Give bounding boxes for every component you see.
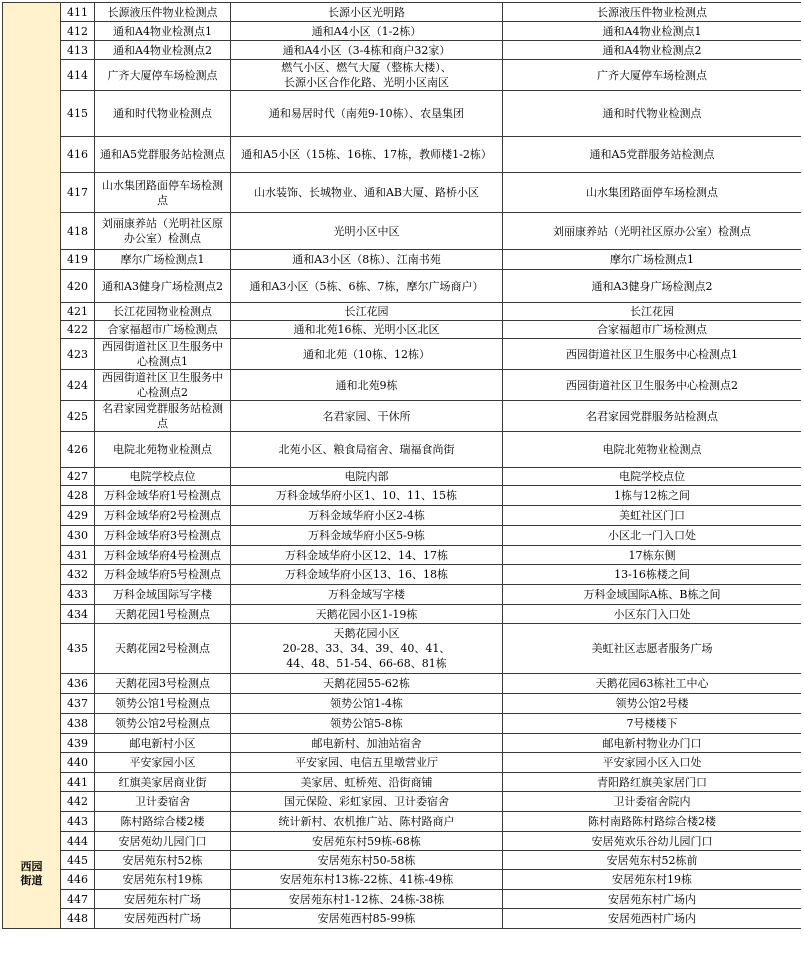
table-row (3, 734, 802, 753)
covered-area: 平安家园、电信五里墩营业厅 (231, 753, 503, 773)
row-number: 448 (61, 909, 95, 929)
row-number: 444 (61, 832, 95, 851)
testing-point-name: 合家福超市广场检测点 (95, 321, 231, 339)
covered-area: 领势公馆1-4栋 (231, 694, 503, 714)
row-number: 434 (61, 605, 95, 624)
covered-area: 万科金域华府小区2-4栋 (231, 506, 503, 526)
table-row (3, 270, 802, 303)
testing-location: 通和A3健身广场检测点2 (503, 270, 802, 303)
testing-point-name: 安居苑西村广场 (95, 909, 231, 929)
table-row (3, 486, 802, 506)
testing-point-name: 山水集团路面停车场检测点 (95, 173, 231, 213)
table-row (3, 468, 802, 486)
covered-area: 安居苑西村85-99栋 (231, 909, 503, 929)
table-row (3, 546, 802, 565)
covered-area: 安居苑东村1-12栋、24栋-38栋 (231, 890, 503, 909)
testing-point-name: 安居苑东村19栋 (95, 870, 231, 890)
row-number: 411 (61, 3, 95, 22)
testing-location: 领势公馆2号楼 (503, 694, 802, 714)
covered-area: 安居苑东村59栋-68栋 (231, 832, 503, 851)
testing-location: 通和时代物业检测点 (503, 91, 802, 137)
row-number: 435 (61, 624, 95, 674)
covered-area: 安居苑东村50-58栋 (231, 851, 503, 870)
covered-area: 通和易居时代（南苑9-10栋）、农垦集团 (231, 91, 503, 137)
row-number: 413 (61, 41, 95, 60)
table-row (3, 60, 802, 91)
testing-point-name: 长江花园物业检测点 (95, 303, 231, 321)
table-row (3, 432, 802, 468)
testing-point-name: 安居苑东村52栋 (95, 851, 231, 870)
row-number: 424 (61, 370, 95, 401)
district-cell: 西园 街道 (3, 3, 61, 929)
covered-area: 万科金域华府小区12、14、17栋 (231, 546, 503, 565)
testing-location: 长江花园 (503, 303, 802, 321)
covered-area: 通和北苑16栋、光明小区北区 (231, 321, 503, 339)
table-row (3, 321, 802, 339)
table-row (3, 91, 802, 137)
testing-location: 长源液压件物业检测点 (503, 3, 802, 22)
testing-location: 万科金域国际A栋、B栋之间 (503, 585, 802, 605)
testing-point-name: 天鹅花园1号检测点 (95, 605, 231, 624)
table-row (3, 303, 802, 321)
table-row (3, 3, 802, 22)
covered-area: 邮电新村、加油站宿舍 (231, 734, 503, 753)
covered-area: 领势公馆5-8栋 (231, 714, 503, 734)
row-number: 432 (61, 565, 95, 585)
covered-area: 通和A4小区（3-4栋和商户32家） (231, 41, 503, 60)
testing-location: 17栋东侧 (503, 546, 802, 565)
table-row (3, 714, 802, 734)
testing-location: 13-16栋楼之间 (503, 565, 802, 585)
table-row (3, 250, 802, 270)
row-number: 441 (61, 773, 95, 792)
row-number: 445 (61, 851, 95, 870)
testing-point-name: 西园街道社区卫生服务中心检测点2 (95, 370, 231, 401)
covered-area: 天鹅花园55-62栋 (231, 674, 503, 694)
testing-point-name: 长源液压件物业检测点 (95, 3, 231, 22)
row-number: 431 (61, 546, 95, 565)
covered-area: 统计新村、农机推广站、陈村路商户 (231, 812, 503, 832)
table-row (3, 624, 802, 674)
testing-point-name: 广齐大厦停车场检测点 (95, 60, 231, 91)
covered-area: 通和A4小区（1-2栋） (231, 22, 503, 41)
covered-area: 长源小区光明路 (231, 3, 503, 22)
testing-location: 广齐大厦停车场检测点 (503, 60, 802, 91)
testing-point-name: 万科金域国际写字楼 (95, 585, 231, 605)
row-number: 417 (61, 173, 95, 213)
testing-location: 1栋与12栋之间 (503, 486, 802, 506)
row-number: 420 (61, 270, 95, 303)
table-row (3, 401, 802, 432)
testing-point-name: 邮电新村小区 (95, 734, 231, 753)
row-number: 437 (61, 694, 95, 714)
testing-location: 山水集团路面停车场检测点 (503, 173, 802, 213)
row-number: 426 (61, 432, 95, 468)
testing-point-name: 摩尔广场检测点1 (95, 250, 231, 270)
testing-location: 小区北一门入口处 (503, 526, 802, 546)
testing-location: 青阳路红旗美家居门口 (503, 773, 802, 792)
testing-point-name: 万科金域华府5号检测点 (95, 565, 231, 585)
testing-location: 安居苑东村19栋 (503, 870, 802, 890)
testing-point-name: 刘丽康养站（光明社区原办公室）检测点 (95, 213, 231, 250)
covered-area: 长江花园 (231, 303, 503, 321)
testing-location: 电院北苑物业检测点 (503, 432, 802, 468)
testing-location: 名君家园党群服务站检测点 (503, 401, 802, 432)
testing-location: 美虹社区志愿者服务广场 (503, 624, 802, 674)
table-body (3, 3, 802, 929)
testing-point-name: 天鹅花园3号检测点 (95, 674, 231, 694)
row-number: 428 (61, 486, 95, 506)
table-row (3, 812, 802, 832)
testing-point-name: 万科金域华府1号检测点 (95, 486, 231, 506)
testing-point-name: 红旗美家居商业街 (95, 773, 231, 792)
testing-location: 刘丽康养站（光明社区原办公室）检测点 (503, 213, 802, 250)
table-row (3, 694, 802, 714)
row-number: 423 (61, 339, 95, 370)
table-row (3, 565, 802, 585)
row-number: 422 (61, 321, 95, 339)
row-number: 443 (61, 812, 95, 832)
testing-point-name: 通和A4物业检测点1 (95, 22, 231, 41)
testing-point-name: 西园街道社区卫生服务中心检测点1 (95, 339, 231, 370)
testing-location: 西园街道社区卫生服务中心检测点1 (503, 339, 802, 370)
table-row (3, 339, 802, 370)
table-row (3, 909, 802, 929)
row-number: 439 (61, 734, 95, 753)
testing-point-table (2, 2, 801, 929)
testing-location: 合家福超市广场检测点 (503, 321, 802, 339)
covered-area: 电院内部 (231, 468, 503, 486)
covered-area: 万科金域写字楼 (231, 585, 503, 605)
covered-area: 通和A3小区（5栋、6栋、7栋，摩尔广场商户） (231, 270, 503, 303)
row-number: 412 (61, 22, 95, 41)
row-number: 418 (61, 213, 95, 250)
table-row (3, 792, 802, 812)
testing-location: 通和A4物业检测点2 (503, 41, 802, 60)
covered-area: 通和北苑（10栋、12栋） (231, 339, 503, 370)
row-number: 433 (61, 585, 95, 605)
table-row (3, 526, 802, 546)
row-number: 447 (61, 890, 95, 909)
testing-point-name: 电院学校点位 (95, 468, 231, 486)
covered-area: 燃气小区、燃气大厦（整栋大楼）、 长源小区合作化路、光明小区南区 (231, 60, 503, 91)
testing-location: 西园街道社区卫生服务中心检测点2 (503, 370, 802, 401)
testing-point-name: 万科金域华府3号检测点 (95, 526, 231, 546)
table-row (3, 585, 802, 605)
row-number: 427 (61, 468, 95, 486)
covered-area: 万科金域华府小区1、10、11、15栋 (231, 486, 503, 506)
testing-location: 安居苑欢乐谷幼儿园门口 (503, 832, 802, 851)
row-number: 415 (61, 91, 95, 137)
table-row (3, 22, 802, 41)
row-number: 421 (61, 303, 95, 321)
covered-area: 通和北苑9栋 (231, 370, 503, 401)
testing-point-name: 通和A3健身广场检测点2 (95, 270, 231, 303)
table-row (3, 370, 802, 401)
testing-point-name: 领势公馆1号检测点 (95, 694, 231, 714)
table-row (3, 674, 802, 694)
covered-area: 安居苑东村13栋-22栋、41栋-49栋 (231, 870, 503, 890)
covered-area: 光明小区中区 (231, 213, 503, 250)
testing-location: 卫计委宿舍院内 (503, 792, 802, 812)
table-row (3, 773, 802, 792)
testing-point-name: 陈村路综合楼2楼 (95, 812, 231, 832)
row-number: 419 (61, 250, 95, 270)
testing-location: 天鹅花园63栋社工中心 (503, 674, 802, 694)
testing-point-name: 通和A5党群服务站检测点 (95, 137, 231, 173)
row-number: 430 (61, 526, 95, 546)
covered-area: 万科金域华府小区13、16、18栋 (231, 565, 503, 585)
testing-point-name: 通和A4物业检测点2 (95, 41, 231, 60)
testing-location: 陈村南路陈村路综合楼2楼 (503, 812, 802, 832)
testing-point-name: 卫计委宿舍 (95, 792, 231, 812)
covered-area: 名君家园、干休所 (231, 401, 503, 432)
testing-location: 小区东门入口处 (503, 605, 802, 624)
row-number: 414 (61, 60, 95, 91)
testing-point-name: 安居苑幼儿园门口 (95, 832, 231, 851)
testing-location: 电院学校点位 (503, 468, 802, 486)
covered-area: 天鹅花园小区1-19栋 (231, 605, 503, 624)
row-number: 440 (61, 753, 95, 773)
table-row (3, 137, 802, 173)
table-row (3, 890, 802, 909)
testing-point-name: 万科金域华府4号检测点 (95, 546, 231, 565)
table-row (3, 753, 802, 773)
covered-area: 通和A5小区（15栋、16栋、17栋，教师楼1-2栋） (231, 137, 503, 173)
testing-point-name: 安居苑东村广场 (95, 890, 231, 909)
testing-point-name: 平安家园小区 (95, 753, 231, 773)
testing-location: 7号楼楼下 (503, 714, 802, 734)
row-number: 416 (61, 137, 95, 173)
testing-point-name: 万科金域华府2号检测点 (95, 506, 231, 526)
covered-area: 万科金域华府小区5-9栋 (231, 526, 503, 546)
covered-area: 国元保险、彩虹家园、卫计委宿舍 (231, 792, 503, 812)
table-row (3, 851, 802, 870)
testing-point-name: 名君家园党群服务站检测点 (95, 401, 231, 432)
testing-location: 安居苑西村广场内 (503, 909, 802, 929)
table-row (3, 832, 802, 851)
row-number: 442 (61, 792, 95, 812)
testing-location: 邮电新村物业办门口 (503, 734, 802, 753)
row-number: 425 (61, 401, 95, 432)
row-number: 429 (61, 506, 95, 526)
row-number: 446 (61, 870, 95, 890)
covered-area: 北苑小区、粮食局宿舍、瑞福食尚街 (231, 432, 503, 468)
testing-location: 平安家园小区入口处 (503, 753, 802, 773)
covered-area: 天鹅花园小区 20-28、33、34、39、40、41、 44、48、51-54、66-68、81栋 (231, 624, 503, 674)
table-container (2, 2, 801, 964)
covered-area: 山水装饰、长城物业、通和AB大厦、路桥小区 (231, 173, 503, 213)
row-number: 438 (61, 714, 95, 734)
table-row (3, 870, 802, 890)
testing-point-name: 领势公馆2号检测点 (95, 714, 231, 734)
testing-location: 安居苑东村52栋前 (503, 851, 802, 870)
testing-point-name: 通和时代物业检测点 (95, 91, 231, 137)
testing-location: 通和A4物业检测点1 (503, 22, 802, 41)
row-number: 436 (61, 674, 95, 694)
covered-area: 美家居、虹桥苑、沿街商铺 (231, 773, 503, 792)
testing-point-name: 天鹅花园2号检测点 (95, 624, 231, 674)
testing-location: 通和A5党群服务站检测点 (503, 137, 802, 173)
table-row (3, 605, 802, 624)
testing-location: 安居苑东村广场内 (503, 890, 802, 909)
testing-location: 摩尔广场检测点1 (503, 250, 802, 270)
covered-area: 通和A3小区（8栋）、江南书苑 (231, 250, 503, 270)
table-row (3, 173, 802, 213)
table-row (3, 506, 802, 526)
table-row (3, 41, 802, 60)
table-row (3, 213, 802, 250)
testing-point-name: 电院北苑物业检测点 (95, 432, 231, 468)
testing-location: 美虹社区门口 (503, 506, 802, 526)
